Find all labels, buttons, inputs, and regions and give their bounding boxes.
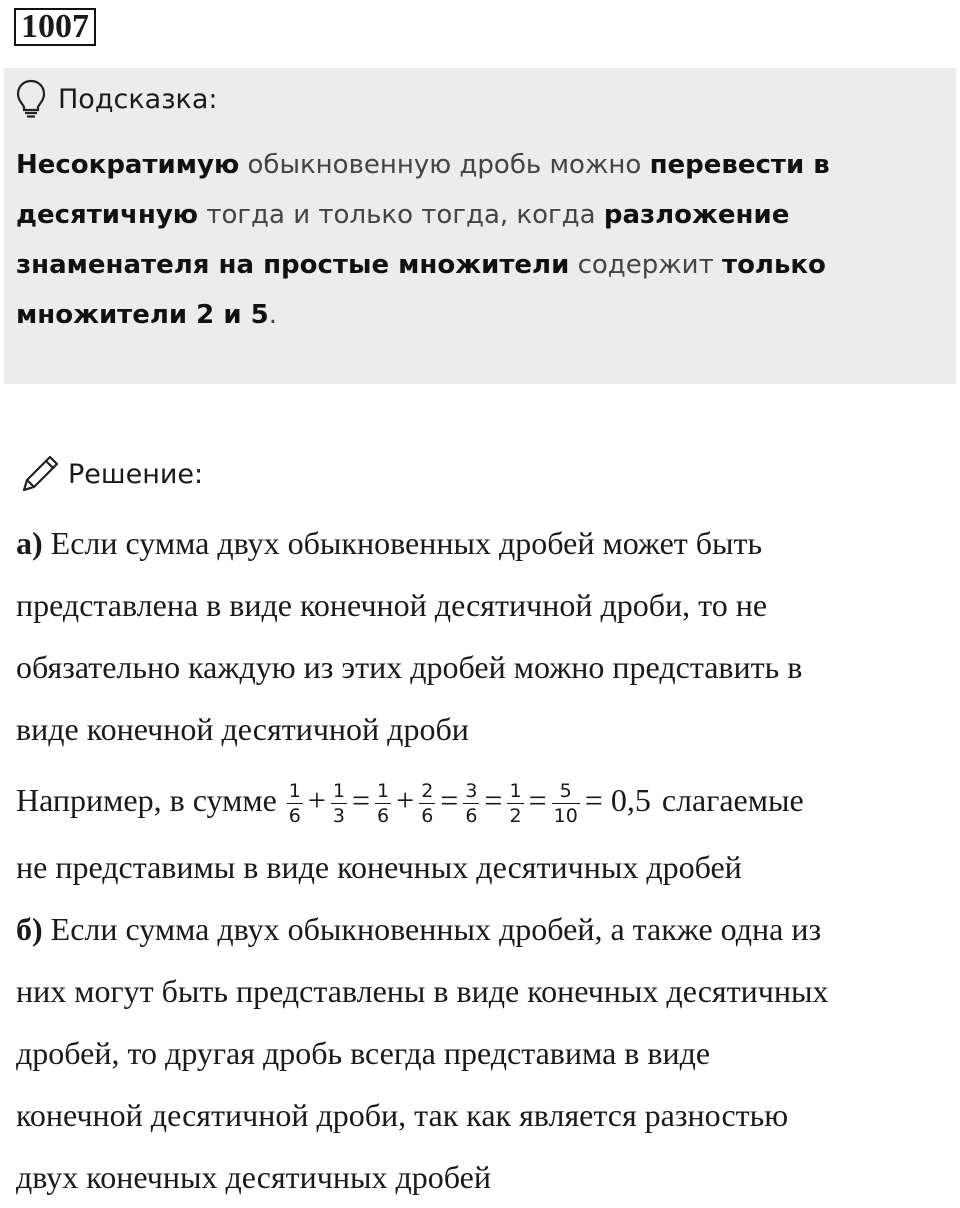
solution-line: дробей, то другая дробь всегда представима в виде [16, 1035, 711, 1071]
hint-segment: . [268, 300, 277, 330]
hint-text [16, 140, 916, 340]
fraction-denominator: 6 [465, 805, 478, 828]
fraction-equation [285, 780, 654, 828]
hint-segment: перевести в десятичную [16, 150, 830, 230]
solution-title: Решение: [68, 458, 204, 490]
fraction-numerator: 2 [421, 780, 434, 803]
solution-line [16, 898, 946, 960]
solution-line: виде конечной десятичной дроби [16, 711, 469, 747]
fraction [463, 779, 479, 828]
task-number: 1007 [14, 8, 96, 46]
fraction [375, 779, 391, 828]
fraction [507, 779, 523, 828]
part-b-label: б) [16, 911, 43, 947]
fraction-denominator: 3 [332, 805, 345, 828]
solution-header [18, 450, 203, 498]
fraction-numerator: 3 [465, 780, 478, 803]
solution-text [16, 512, 946, 1208]
fraction-denominator: 2 [509, 805, 522, 828]
part-a-label: а) [16, 525, 43, 561]
fraction-denominator: 10 [553, 805, 578, 828]
equation-operator: + [307, 782, 326, 818]
hint-segment: только множители 2 и 5 [16, 250, 826, 330]
fraction [419, 779, 435, 828]
example-equation-line [16, 760, 946, 840]
solution-line: обязательно каждую из этих дробей можно представить в [16, 649, 803, 685]
equation-operator: = [484, 782, 503, 818]
example-suffix: слагаемые [653, 782, 804, 818]
fraction-numerator: 1 [288, 780, 301, 803]
solution-line: них могут быть представлены в виде конечных десятичных [16, 973, 829, 1009]
fraction-numerator: 1 [377, 780, 390, 803]
hint-segment: разложение знаменателя на простые множители [16, 200, 790, 280]
solution-line: двух конечных десятичных дробей [16, 1159, 491, 1195]
fraction-denominator: 6 [377, 805, 390, 828]
fraction [287, 779, 303, 828]
line-text: Если сумма двух обыкновенных дробей, а также одна из [42, 911, 822, 947]
line-text: Если сумма двух обыкновенных дробей может быть [42, 525, 763, 561]
solution-line: представлена в виде конечной десятичной дроби, то не [16, 587, 768, 623]
hint-segment: Несократимую [16, 150, 240, 180]
pencil-icon [18, 452, 62, 496]
hint-segment: обыкновенную дробь можно [239, 150, 650, 180]
fraction-denominator: 6 [421, 805, 434, 828]
hint-header [16, 77, 218, 121]
fraction [331, 779, 347, 828]
fraction-numerator: 5 [552, 779, 580, 804]
example-prefix: Например, в сумме [16, 782, 277, 818]
equation-operator: = 0,5 [584, 782, 651, 818]
solution-line [16, 512, 946, 574]
solution-line: не представимы в виде конечных десятичных дробей [16, 849, 742, 885]
equation-operator: = [352, 782, 371, 818]
equation-operator: + [396, 782, 415, 818]
fraction-denominator: 6 [288, 805, 301, 828]
fraction [552, 779, 580, 828]
lightbulb-icon [16, 79, 46, 119]
hint-segment: содержит [569, 250, 722, 280]
hint-title: Подсказка: [58, 83, 218, 115]
solution-line: конечной десятичной дроби, так как является разностью [16, 1097, 789, 1133]
hint-segment: тогда и только тогда, когда [198, 200, 604, 230]
equation-operator: = [528, 782, 547, 818]
fraction-numerator: 1 [509, 780, 522, 803]
fraction-numerator: 1 [332, 780, 345, 803]
equation-operator: = [440, 782, 459, 818]
